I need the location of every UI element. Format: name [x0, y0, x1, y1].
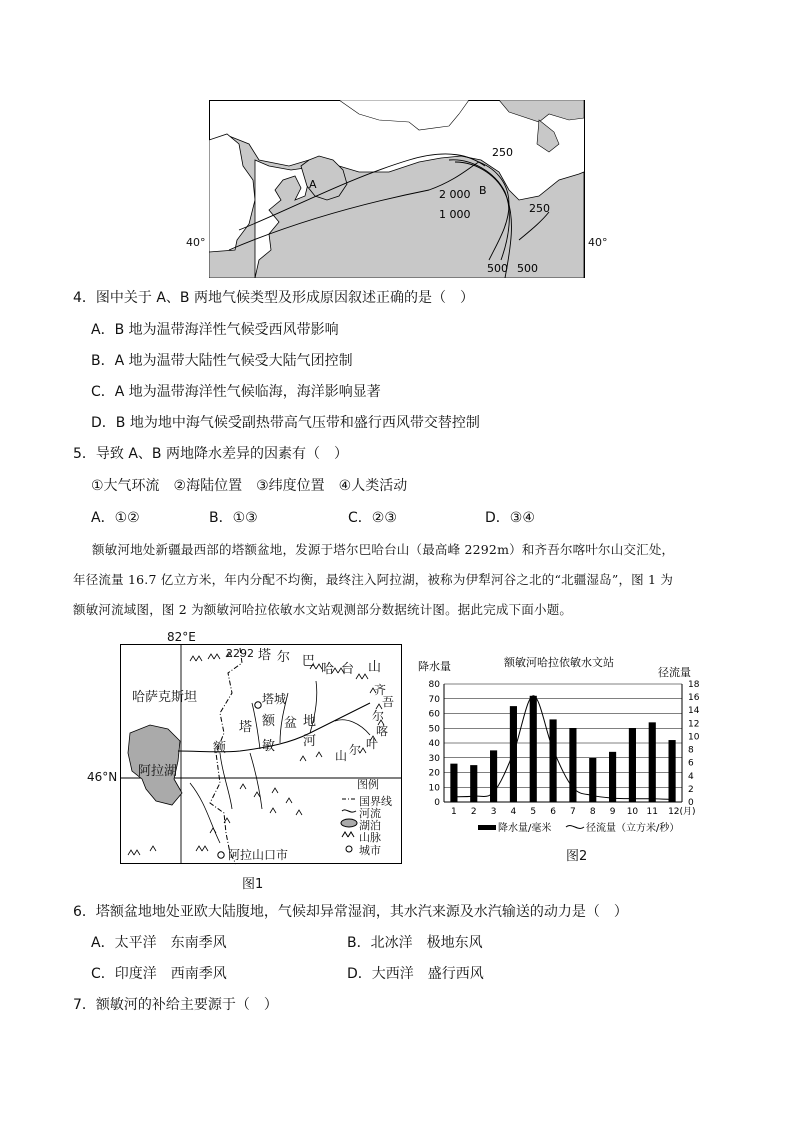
- fig1-legend-river: 河流: [359, 807, 381, 820]
- question-4-stem: 4．图中关于 A、B 两地气候类型及形成原因叙述正确的是（ ）: [73, 290, 474, 306]
- x-tick-label: 3: [490, 807, 497, 817]
- question-6-option-b[interactable]: B．北冰洋 极地东风: [347, 935, 483, 951]
- fig1-legend-border: 国界线: [359, 795, 392, 808]
- question-5-option-b[interactable]: B．①③: [209, 510, 258, 526]
- fig1-lake-label: 阿拉湖: [138, 764, 178, 779]
- question-7-stem: 7．额敏河的补给主要源于（ ）: [73, 997, 278, 1013]
- contour-1000: 1 000: [439, 208, 471, 221]
- fig1-basin-3: 盆: [284, 716, 298, 731]
- fig1-river-3: 河: [303, 734, 317, 749]
- y-left-tick-label: 10: [428, 783, 440, 794]
- precipitation-bar: [530, 696, 537, 802]
- chart-bars: [450, 696, 675, 802]
- passage-line-1: 额敏河地处新疆最西部的塔额盆地，发源于塔尔巴哈台山（最高峰 2292m）和齐吾尔喀叶尔山交汇处，: [92, 542, 675, 557]
- fig1-tacheng: 塔城: [262, 692, 287, 706]
- latitude-right-label: 40°: [588, 236, 608, 249]
- x-tick-label: 12(月): [668, 807, 696, 817]
- y-right-tick-label: 12: [688, 719, 700, 730]
- city-alashankou-symbol: [218, 852, 224, 858]
- y-right-tick-label: 6: [688, 758, 694, 769]
- fig1-basin-1: 塔: [239, 720, 253, 735]
- fig1-legend-title: 图例: [357, 778, 379, 791]
- figure-map-top: [209, 100, 585, 278]
- fig1-legend-city: 城市: [359, 844, 381, 857]
- label-a: A: [309, 178, 317, 191]
- fig1-peak: 2292: [226, 647, 254, 660]
- y-left-tick-label: 30: [428, 753, 440, 764]
- fig1-qi-4: 喀: [376, 724, 389, 738]
- x-tick-label: 2: [470, 807, 477, 817]
- x-tick-label: 11: [646, 807, 658, 817]
- fig1-mt-6: 山: [368, 660, 382, 675]
- x-tick-label: 4: [510, 807, 517, 817]
- fig1-caption: 图1: [242, 877, 264, 892]
- fig1-mt-1: 塔: [258, 648, 272, 663]
- x-tick-label: 6: [550, 807, 556, 817]
- map-top-svg: [209, 100, 585, 278]
- fig1-river-2: 敏: [262, 739, 276, 754]
- chart-gridlines: [444, 684, 682, 802]
- fig2-caption: 图2: [566, 849, 588, 864]
- chart-title: 额敏河哈拉依敏水文站: [504, 656, 614, 669]
- y-right-tick-label: 14: [688, 706, 700, 717]
- question-5-option-c[interactable]: C．②③: [348, 510, 397, 526]
- fig1-qi-2: 吾: [382, 695, 395, 709]
- y-right-tick-label: 10: [688, 732, 700, 743]
- y-left-tick-label: 20: [428, 768, 440, 779]
- legend-lake-symbol: [341, 819, 357, 827]
- question-6-option-d[interactable]: D．大西洋 盛行西风: [347, 966, 484, 982]
- question-6-stem: 6．塔额盆地地处亚欧大陆腹地，气候却异常湿润，其水汽来源及水汽输送的动力是（ ）: [73, 904, 628, 920]
- question-6-option-a[interactable]: A．太平洋 东南季风: [91, 935, 227, 951]
- fig1-latitude: 46°N: [87, 770, 118, 784]
- x-tick-label: 7: [570, 807, 576, 817]
- city-tacheng-symbol: [255, 702, 261, 708]
- passage-line-3: 额敏河流域图，图 2 为额敏河哈拉依敏水文站观测部分数据统计图。据此完成下面小题。: [73, 602, 573, 617]
- fig1-mt-5: 台: [341, 662, 355, 677]
- fig1-legend-mountain: 山脉: [359, 831, 381, 844]
- y-right-tick-label: 8: [688, 745, 694, 756]
- fig1-legend-lake: 湖泊: [359, 819, 381, 832]
- fig1-qi-3: 尔: [372, 709, 385, 723]
- fig1-basin-2: 额: [262, 714, 276, 729]
- fig1-longitude: 82°E: [167, 630, 196, 644]
- x-tick-label: 5: [530, 807, 537, 817]
- contour-250-right: 250: [529, 202, 550, 215]
- y-left-tick-label: 60: [428, 709, 440, 720]
- fig1-city-label: 阿拉山口市: [228, 848, 289, 862]
- chart-svg: [414, 650, 712, 865]
- y-right-tick-label: 4: [688, 771, 694, 782]
- chart-line: [454, 696, 672, 800]
- question-4-option-b[interactable]: B．A 地为温带大陆性气候受大陆气团控制: [91, 353, 353, 369]
- x-tick-label: 1: [451, 807, 457, 817]
- legend-city-symbol: [346, 846, 352, 852]
- legend-line-swatch: [566, 826, 584, 829]
- fig1-kazakhstan: 哈萨克斯坦: [132, 690, 198, 705]
- question-4-option-d[interactable]: D．B 地为地中海气候受副热带高气压带和盛行西风带交替控制: [91, 415, 480, 431]
- x-tick-label: 8: [589, 807, 596, 817]
- y-right-tick-label: 2: [688, 784, 694, 795]
- fig1-river-1: 额: [213, 741, 227, 756]
- fig1-qi-7: 山: [335, 749, 348, 763]
- fig1-qi-5: 叶: [366, 737, 379, 751]
- contour-500-a: 500: [487, 262, 508, 275]
- label-b: B: [479, 184, 487, 197]
- latitude-left-label: 40°: [186, 236, 206, 249]
- precipitation-bar: [609, 752, 616, 802]
- runoff-line: [454, 696, 672, 800]
- legend-bar-label: 降水量/毫米: [498, 823, 552, 834]
- legend-line-label: 径流量（立方米/秒）: [586, 823, 680, 834]
- y-left-tick-label: 40: [428, 739, 440, 749]
- question-4-option-c[interactable]: C．A 地为温带海洋性气候临海，海洋影响显著: [91, 384, 381, 400]
- precipitation-bar: [669, 740, 676, 802]
- y-left-tick-label: 70: [428, 694, 440, 705]
- contour-250-top: 250: [492, 146, 513, 159]
- y-right-tick-label: 18: [688, 680, 700, 690]
- precipitation-bar: [629, 728, 636, 802]
- fig1-qi-1: 齐: [374, 683, 387, 697]
- chart-ylabel-right: 径流量: [658, 666, 691, 679]
- question-5-option-d[interactable]: D．③④: [485, 510, 535, 526]
- question-4-option-a[interactable]: A．B 地为温带海洋性气候受西风带影响: [91, 322, 339, 338]
- fig1-basin-4: 地: [303, 714, 317, 729]
- passage-line-2: 年径流量 16.7 亿立方米，年内分配不均衡，最终注入阿拉湖，被称为伊犁河谷之北的“北疆湿岛”，图 1 为: [73, 572, 674, 587]
- y-left-tick-label: 50: [428, 724, 440, 735]
- question-5-stem: 5．导致 A、B 两地降水差异的因素有（ ）: [73, 446, 348, 462]
- fig1-qi-6: 尔: [349, 743, 362, 757]
- legend-bar-swatch: [478, 825, 496, 830]
- contour-500-b: 500: [517, 262, 538, 275]
- y-left-tick-label: 80: [428, 680, 440, 690]
- contour-2000: 2 000: [439, 188, 471, 201]
- chart-ylabel-left: 降水量: [418, 660, 451, 673]
- precipitation-bar: [569, 728, 576, 802]
- x-tick-label: 10: [626, 807, 639, 817]
- y-right-tick-label: 0: [688, 798, 694, 808]
- precipitation-bar: [550, 719, 557, 802]
- question-5-option-a[interactable]: A．①②: [91, 510, 140, 526]
- figure-2-chart: [414, 650, 712, 865]
- fig1-mt-2: 尔: [277, 650, 291, 665]
- question-6-option-c[interactable]: C．印度洋 西南季风: [91, 966, 227, 982]
- fig1-mt-4: 哈: [321, 662, 335, 677]
- fig1-mt-3: 巴: [302, 654, 316, 669]
- question-5-factors: ①大气环流 ②海陆位置 ③纬度位置 ④人类活动: [91, 478, 408, 494]
- precipitation-bar: [649, 722, 656, 802]
- x-tick-label: 9: [609, 807, 616, 817]
- y-left-tick-label: 0: [434, 798, 440, 808]
- y-right-tick-label: 16: [688, 693, 700, 704]
